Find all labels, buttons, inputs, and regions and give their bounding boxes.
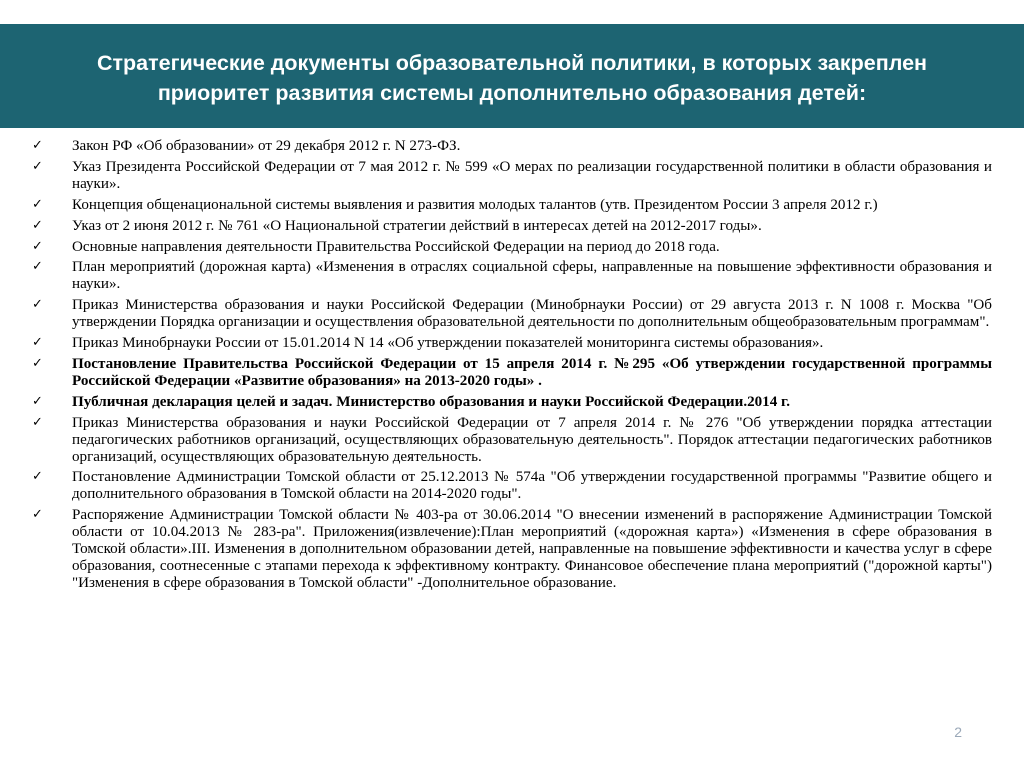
checkmark-icon: ✓ [32,138,43,153]
document-list [32,138,992,596]
document-list-item [32,507,992,592]
document-item-text: Указ от 2 июня 2012 г. № 761 «О Национальной стратегии действий в интересах детей на 2012-2017 годы». [72,217,762,234]
checkmark-icon: ✓ [32,414,43,430]
slide-title-line-1: Стратегические документы образовательной политики, в которых закреплен [96,51,928,75]
checkmark-icon: ✓ [32,259,43,275]
document-list-item [32,218,992,235]
title-bar [0,24,1024,128]
document-item-text: Закон РФ «Об образовании» от 29 декабря 2012 г. N 273-ФЗ. [72,138,461,154]
document-list-item [32,415,992,466]
checkmark-icon: ✓ [32,507,43,523]
document-item-text: Приказ Министерства образования и науки Российской Федерации (Минобрнауки России) от 29 августа 2013 г. N 1008 г. Москва "Об утверждении Порядка организации и осуществления образовательной деятельности по дополнительным общеобразовательным программам". [72,297,992,331]
document-item-text: Приказ Минобрнауки России от 15.01.2014 N 14 «Об утверждении показателей мониторинга системы образования». [72,335,824,352]
document-item-text: Постановление Администрации Томской области от 25.12.2013 № 574а "Об утверждении государственной программы "Развитие общего и дополнительного образования в Томской области на 2014-2020 годы". [72,469,992,503]
document-item-text: Основные направления деятельности Правительства Российской Федерации на период до 2018 года. [72,238,720,255]
checkmark-icon: ✓ [32,297,43,313]
document-list-item [32,159,992,193]
document-list-item [32,394,992,411]
document-list-item [32,239,992,256]
document-list-item [32,469,992,503]
document-item-text: План мероприятий (дорожная карта) «Изменения в отраслях социальной сферы, направленные на повышение эффективности образования и науки». [72,259,992,293]
checkmark-icon: ✓ [32,238,43,254]
checkmark-icon: ✓ [32,335,43,351]
document-list-item [32,297,992,331]
document-list-item [32,259,992,293]
document-item-text: Распоряжение Администрации Томской области № 403-ра от 30.06.2014 "О внесении изменений в распоряжение Администрации Томской области от 10.04.2013 № 283-ра". Приложения(извлечение):План мероприятий («дорожная карта») «Изменения в сфере образования в Томской области».III. Изменения в дополнительном образовании детей, направленные на повышение эффективности и качества услуг в сфере образования, соотнесенные с этапами перехода к эффективному контракту. Финансовое обеспечение плана мероприятий ("дорожной карты") "Изменения в сфере образования в Томской области" -Дополнительное образование. [72,507,992,591]
document-item-text: Приказ Министерства образования и науки Российской Федерации от 7 апреля 2014 г. № 276 "Об утверждении порядка аттестации педагогических работников организаций, осуществляющих образовательную деятельность". Порядок аттестации педагогических работников организаций, осуществляющих образовательную деятельность. [72,414,992,465]
checkmark-icon: ✓ [32,217,43,233]
document-item-text: Концепция общенациональной системы выявления и развития молодых талантов (утв. Президентом России 3 апреля 2012 г.) [72,196,878,213]
document-list-item [32,138,992,155]
document-list-item [32,197,992,214]
checkmark-icon: ✓ [32,469,43,485]
slide-title-line-2: приоритет развития системы дополнительно образования детей: [157,81,867,105]
document-item-text: Публичная декларация целей и задач. Министерство образования и науки Российской Федерации.2014 г. [72,393,790,410]
document-list-item [32,356,992,390]
checkmark-icon: ✓ [32,158,43,174]
page-number: 2 [954,724,962,740]
document-item-text: Указ Президента Российской Федерации от 7 мая 2012 г. № 599 «О мерах по реализации государственной политики в области образования и науки». [72,158,992,192]
checkmark-icon: ✓ [32,393,43,409]
checkmark-icon: ✓ [32,355,43,371]
checkmark-icon: ✓ [32,196,43,212]
document-list-item [32,335,992,352]
document-item-text: Постановление Правительства Российской Федерации от 15 апреля 2014 г. №295 «Об утверждении государственной программы Российской Федерации «Развитие образования» на 2013-2020 годы» . [72,355,992,389]
